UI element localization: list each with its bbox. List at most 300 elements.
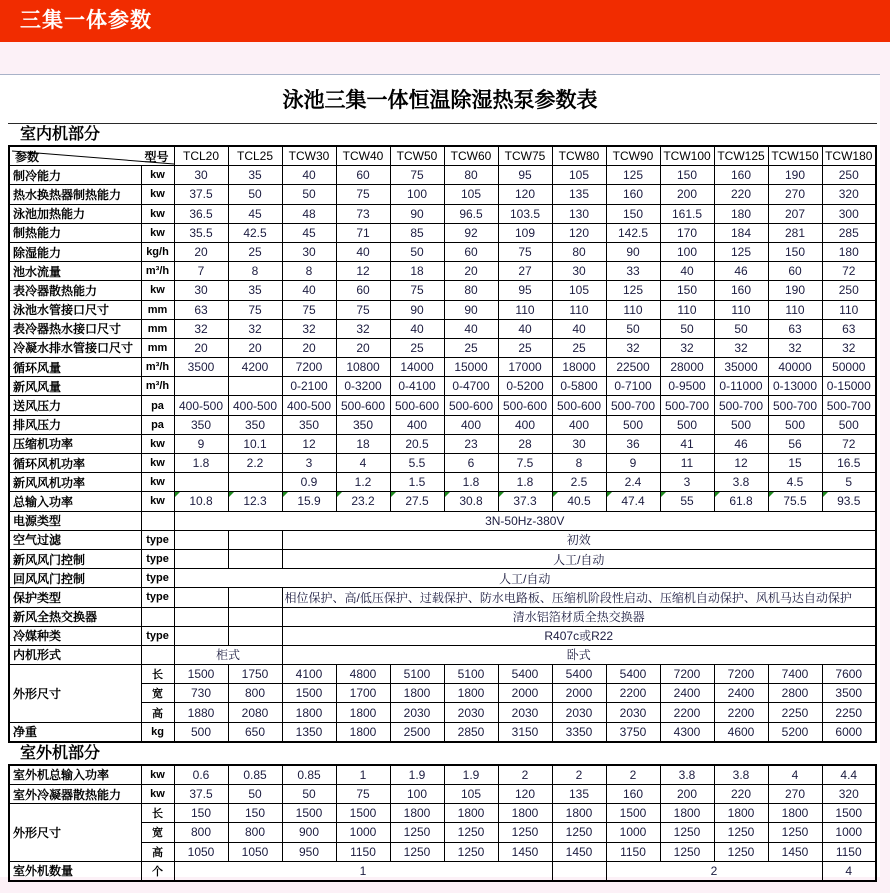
value-cell: 1250	[444, 842, 498, 861]
value-cell: 71	[336, 223, 390, 242]
value-cell: 100	[660, 242, 714, 261]
value-cell: 35000	[714, 358, 768, 377]
value-cell: 200	[660, 185, 714, 204]
param-label: 新风风机功率	[9, 473, 141, 492]
value-cell: 0-4100	[390, 377, 444, 396]
value-cell: 2.2	[228, 454, 282, 473]
param-label: 除湿能力	[9, 242, 141, 261]
value-cell: 16.5	[822, 454, 876, 473]
table-row	[9, 377, 876, 396]
model-column-header: TCW125	[714, 146, 768, 166]
param-label: 表冷器散热能力	[9, 281, 141, 300]
value-cell: 20	[228, 338, 282, 357]
value-cell: 110	[498, 300, 552, 319]
table-row	[9, 319, 876, 338]
param-label: 外形尺寸	[9, 665, 141, 723]
value-cell: 5.5	[390, 454, 444, 473]
param-unit: kg	[141, 722, 174, 742]
table-row	[9, 569, 876, 588]
value-cell: 500-600	[390, 396, 444, 415]
value-cell: 1000	[336, 823, 390, 842]
param-label: 内机形式	[9, 645, 141, 664]
value-cell: 90	[390, 300, 444, 319]
value-cell: 400	[390, 415, 444, 434]
value-cell: 950	[282, 842, 336, 861]
value-cell: 900	[282, 823, 336, 842]
value-cell: 73	[336, 204, 390, 223]
value-cell: 184	[714, 223, 768, 242]
value-cell	[228, 549, 282, 568]
value-cell: 1	[336, 765, 390, 785]
value-cell: 50	[282, 185, 336, 204]
value-cell: 7200	[282, 358, 336, 377]
value-cell: 50	[390, 242, 444, 261]
model-column-header: TCW75	[498, 146, 552, 166]
value-cell: 7200	[714, 665, 768, 684]
value-cell: 270	[768, 185, 822, 204]
value-cell: 1800	[336, 722, 390, 742]
value-cell: 4600	[714, 722, 768, 742]
value-cell: 1800	[336, 703, 390, 722]
value-cell: 500	[606, 415, 660, 434]
value-cell: 1500	[282, 804, 336, 823]
value-cell: 281	[768, 223, 822, 242]
value-cell: 2030	[444, 703, 498, 722]
value-cell: 300	[822, 204, 876, 223]
value-cell: 11	[660, 454, 714, 473]
value-cell: 3.8	[660, 765, 714, 785]
value-cell: 500-600	[552, 396, 606, 415]
value-cell: 55	[660, 492, 714, 511]
param-label: 制热能力	[9, 223, 141, 242]
param-unit: kw	[141, 166, 174, 185]
table-row	[9, 804, 876, 823]
value-cell: 170	[660, 223, 714, 242]
value-cell: 180	[714, 204, 768, 223]
value-cell: 1800	[390, 684, 444, 703]
value-cell: 1250	[390, 823, 444, 842]
value-cell: 46	[714, 434, 768, 453]
value-cell: 110	[714, 300, 768, 319]
value-cell: 125	[606, 281, 660, 300]
param-unit	[141, 645, 174, 664]
value-cell: 500	[822, 415, 876, 434]
value-cell: 135	[552, 185, 606, 204]
value-cell: 4	[336, 454, 390, 473]
indoor-section-heading: 室内机部分	[20, 126, 101, 143]
value-cell: 30.8	[444, 492, 498, 511]
param-label: 循环风量	[9, 358, 141, 377]
value-cell: 40	[336, 242, 390, 261]
value-cell: 0.6	[174, 765, 228, 785]
content-area	[0, 74, 880, 877]
value-cell: 60	[336, 281, 390, 300]
value-cell: 2400	[660, 684, 714, 703]
value-cell: 103.5	[498, 204, 552, 223]
param-unit: m³/h	[141, 358, 174, 377]
value-cell: 190	[768, 166, 822, 185]
value-cell: 25	[228, 242, 282, 261]
value-cell: 15.9	[282, 492, 336, 511]
value-cell	[174, 626, 228, 645]
value-cell: 3150	[498, 722, 552, 742]
value-cell: 500-600	[498, 396, 552, 415]
param-unit: 高	[141, 703, 174, 722]
value-cell: 75.5	[768, 492, 822, 511]
param-label: 室外机数量	[9, 861, 141, 881]
param-unit: kw	[141, 454, 174, 473]
value-cell: 93.5	[822, 492, 876, 511]
value-cell: 40	[282, 281, 336, 300]
value-cell: 0-7100	[606, 377, 660, 396]
value-cell: 90	[444, 300, 498, 319]
value-cell: 0-15000	[822, 377, 876, 396]
value-cell	[552, 861, 606, 881]
value-cell: 20	[282, 338, 336, 357]
value-cell: 50	[228, 185, 282, 204]
value-cell: 35.5	[174, 223, 228, 242]
value-cell: 6000	[822, 722, 876, 742]
value-cell: 28	[498, 434, 552, 453]
value-cell: 1050	[174, 842, 228, 861]
value-cell: 150	[606, 204, 660, 223]
table-row	[9, 204, 876, 223]
value-cell: 1450	[552, 842, 606, 861]
value-cell: 60	[444, 242, 498, 261]
value-cell: 1250	[498, 823, 552, 842]
value-cell: 150	[660, 166, 714, 185]
table-row	[9, 434, 876, 453]
value-cell: 12	[336, 262, 390, 281]
value-cell: 80	[444, 281, 498, 300]
value-cell: 33	[606, 262, 660, 281]
param-unit: pa	[141, 396, 174, 415]
value-cell: 160	[714, 281, 768, 300]
value-cell: 63	[768, 319, 822, 338]
param-unit: type	[141, 626, 174, 645]
value-cell: 350	[174, 415, 228, 434]
value-cell: 1800	[498, 804, 552, 823]
table-row	[9, 242, 876, 261]
value-cell: 220	[714, 785, 768, 804]
value-cell: 2000	[552, 684, 606, 703]
value-cell: 3500	[174, 358, 228, 377]
param-unit: mm	[141, 338, 174, 357]
value-cell: 2	[552, 765, 606, 785]
value-cell: 7600	[822, 665, 876, 684]
table-row	[9, 722, 876, 742]
value-cell: 48	[282, 204, 336, 223]
model-column-header: TCL20	[174, 146, 228, 166]
value-cell: 80	[444, 166, 498, 185]
param-unit: 宽	[141, 823, 174, 842]
value-cell: 2030	[390, 703, 444, 722]
value-cell: 1150	[822, 842, 876, 861]
value-cell: 1450	[768, 842, 822, 861]
value-cell: 清水铝箔材质全热交换器	[282, 607, 876, 626]
value-cell: 5200	[768, 722, 822, 742]
value-cell: 2200	[714, 703, 768, 722]
value-cell: 1500	[174, 665, 228, 684]
value-cell: 1800	[444, 684, 498, 703]
value-cell: 20.5	[390, 434, 444, 453]
value-cell: 2250	[768, 703, 822, 722]
value-cell: 120	[552, 223, 606, 242]
value-cell: 5100	[444, 665, 498, 684]
value-cell: 75	[282, 300, 336, 319]
value-cell: 27.5	[390, 492, 444, 511]
value-cell	[228, 530, 282, 549]
table-row	[9, 785, 876, 804]
value-cell: 800	[228, 684, 282, 703]
value-cell: 1.8	[498, 473, 552, 492]
value-cell: 63	[174, 300, 228, 319]
value-cell: 12	[282, 434, 336, 453]
value-cell: 40	[282, 166, 336, 185]
value-cell: 56	[768, 434, 822, 453]
param-label: 制冷能力	[9, 166, 141, 185]
param-label: 冷凝水排水管接口尺寸	[9, 338, 141, 357]
param-unit: kw	[141, 223, 174, 242]
param-label: 送风压力	[9, 396, 141, 415]
value-cell: 1	[174, 861, 552, 881]
param-unit: 长	[141, 665, 174, 684]
param-unit: pa	[141, 415, 174, 434]
value-cell: 32	[282, 319, 336, 338]
table-row	[9, 549, 876, 568]
table-row	[9, 396, 876, 415]
value-cell: 110	[768, 300, 822, 319]
value-cell: 110	[660, 300, 714, 319]
model-column-header: TCW30	[282, 146, 336, 166]
param-unit: type	[141, 588, 174, 607]
table-row	[9, 665, 876, 684]
value-cell: 45	[228, 204, 282, 223]
value-cell: 30	[552, 262, 606, 281]
value-cell: 75	[498, 242, 552, 261]
value-cell	[174, 588, 228, 607]
value-cell: 1.9	[390, 765, 444, 785]
value-cell: 9	[606, 454, 660, 473]
value-cell: 8	[228, 262, 282, 281]
value-cell: 32	[606, 338, 660, 357]
param-label: 热水换热器制热能力	[9, 185, 141, 204]
value-cell: 92	[444, 223, 498, 242]
value-cell: 63	[822, 319, 876, 338]
value-cell: 60	[336, 166, 390, 185]
value-cell: 2030	[552, 703, 606, 722]
model-column-header: TCW60	[444, 146, 498, 166]
value-cell: 36	[606, 434, 660, 453]
value-cell: 2200	[606, 684, 660, 703]
value-cell	[228, 626, 282, 645]
value-cell: 4800	[336, 665, 390, 684]
value-cell: 2	[606, 861, 822, 881]
param-label: 电源类型	[9, 511, 141, 530]
model-column-header: TCW50	[390, 146, 444, 166]
table-row	[9, 300, 876, 319]
value-cell: 1800	[660, 804, 714, 823]
value-cell: 人工/自动	[282, 549, 876, 568]
value-cell: 2800	[768, 684, 822, 703]
value-cell: 2850	[444, 722, 498, 742]
value-cell: 36.5	[174, 204, 228, 223]
value-cell: 1250	[390, 842, 444, 861]
param-label: 表冷器热水接口尺寸	[9, 319, 141, 338]
value-cell: 42.5	[228, 223, 282, 242]
value-cell: 500	[174, 722, 228, 742]
value-cell: 1880	[174, 703, 228, 722]
value-cell: 400	[444, 415, 498, 434]
value-cell: 50	[282, 785, 336, 804]
value-cell: 40000	[768, 358, 822, 377]
value-cell: 135	[552, 785, 606, 804]
value-cell: 5100	[390, 665, 444, 684]
value-cell: 5400	[606, 665, 660, 684]
value-cell: 7.5	[498, 454, 552, 473]
value-cell: 80	[552, 242, 606, 261]
value-cell: 1000	[606, 823, 660, 842]
value-cell	[174, 607, 228, 626]
param-unit	[141, 511, 174, 530]
value-cell: 27	[498, 262, 552, 281]
value-cell: 10.8	[174, 492, 228, 511]
value-cell: 85	[390, 223, 444, 242]
table-row	[9, 415, 876, 434]
value-cell: 100	[390, 185, 444, 204]
value-cell: 32	[768, 338, 822, 357]
table-row	[9, 358, 876, 377]
param-label: 冷媒种类	[9, 626, 141, 645]
table-row	[9, 166, 876, 185]
value-cell: 207	[768, 204, 822, 223]
param-label: 总输入功率	[9, 492, 141, 511]
indoor-parameters-table	[8, 145, 877, 743]
value-cell: 0-4700	[444, 377, 498, 396]
value-cell: 初效	[282, 530, 876, 549]
value-cell: 160	[606, 785, 660, 804]
value-cell: 6	[444, 454, 498, 473]
value-cell: 500-600	[444, 396, 498, 415]
value-cell: 1250	[714, 823, 768, 842]
model-column-header: TCW90	[606, 146, 660, 166]
value-cell: 18000	[552, 358, 606, 377]
param-unit: kg/h	[141, 242, 174, 261]
table-row	[9, 338, 876, 357]
value-cell: 37.5	[174, 185, 228, 204]
value-cell: 105	[444, 185, 498, 204]
value-cell	[174, 377, 228, 396]
table-row	[9, 492, 876, 511]
param-unit: kw	[141, 765, 174, 785]
table-row	[9, 262, 876, 281]
value-cell: 2250	[822, 703, 876, 722]
value-cell: 8	[282, 262, 336, 281]
value-cell: 30	[174, 281, 228, 300]
param-unit: 长	[141, 804, 174, 823]
table-row	[9, 473, 876, 492]
value-cell: 250	[822, 166, 876, 185]
value-cell: 32	[228, 319, 282, 338]
value-cell: 75	[390, 281, 444, 300]
param-unit: type	[141, 530, 174, 549]
value-cell: 0.9	[282, 473, 336, 492]
value-cell: 350	[282, 415, 336, 434]
value-cell: 3	[660, 473, 714, 492]
param-unit: m³/h	[141, 377, 174, 396]
value-cell: 相位保护、高/低压保护、过载保护、防水电路板、压缩机阶段性启动、压缩机自动保护、风机马达自动保护	[282, 588, 876, 607]
page-title: 泳池三集一体恒温除湿热泵参数表	[282, 89, 598, 112]
value-cell: 1250	[444, 823, 498, 842]
param-label: 新风风量	[9, 377, 141, 396]
value-cell: 75	[336, 300, 390, 319]
value-cell: 50	[606, 319, 660, 338]
table-row	[9, 645, 876, 664]
param-unit: kw	[141, 473, 174, 492]
value-cell: 40.5	[552, 492, 606, 511]
value-cell: 75	[228, 300, 282, 319]
value-cell: 1.2	[336, 473, 390, 492]
page-banner	[0, 0, 890, 42]
value-cell: 1000	[822, 823, 876, 842]
value-cell: 150	[768, 242, 822, 261]
value-cell: 37.5	[174, 785, 228, 804]
value-cell: 180	[822, 242, 876, 261]
table-row	[9, 607, 876, 626]
value-cell: 110	[552, 300, 606, 319]
value-cell: 3.8	[714, 765, 768, 785]
value-cell: 500-700	[660, 396, 714, 415]
value-cell: 0-9500	[660, 377, 714, 396]
value-cell: 20	[174, 338, 228, 357]
param-model-diagonal-cell	[9, 146, 174, 166]
value-cell: 110	[606, 300, 660, 319]
param-label: 排风压力	[9, 415, 141, 434]
value-cell: 800	[228, 823, 282, 842]
table-row	[9, 281, 876, 300]
value-cell: 9	[174, 434, 228, 453]
value-cell: 1.8	[174, 454, 228, 473]
value-cell: 2500	[390, 722, 444, 742]
value-cell: 1800	[768, 804, 822, 823]
value-cell: 61.8	[714, 492, 768, 511]
value-cell: 1800	[714, 804, 768, 823]
value-cell: 1050	[228, 842, 282, 861]
value-cell: 7400	[768, 665, 822, 684]
value-cell: 18	[336, 434, 390, 453]
value-cell: 500	[768, 415, 822, 434]
value-cell: 200	[660, 785, 714, 804]
value-cell	[174, 530, 228, 549]
param-unit: kw	[141, 785, 174, 804]
value-cell: 90	[390, 204, 444, 223]
value-cell: 35	[228, 166, 282, 185]
value-cell: 2	[498, 765, 552, 785]
param-label: 泳池水管接口尺寸	[9, 300, 141, 319]
value-cell: 1500	[822, 804, 876, 823]
param-label: 压缩机功率	[9, 434, 141, 453]
value-cell: 90	[606, 242, 660, 261]
value-cell: 3.8	[714, 473, 768, 492]
value-cell: 4300	[660, 722, 714, 742]
value-cell: 37.3	[498, 492, 552, 511]
value-cell: 2030	[606, 703, 660, 722]
value-cell: 12.3	[228, 492, 282, 511]
value-cell: 75	[336, 185, 390, 204]
value-cell: 22500	[606, 358, 660, 377]
value-cell: 46	[714, 262, 768, 281]
value-cell	[228, 473, 282, 492]
